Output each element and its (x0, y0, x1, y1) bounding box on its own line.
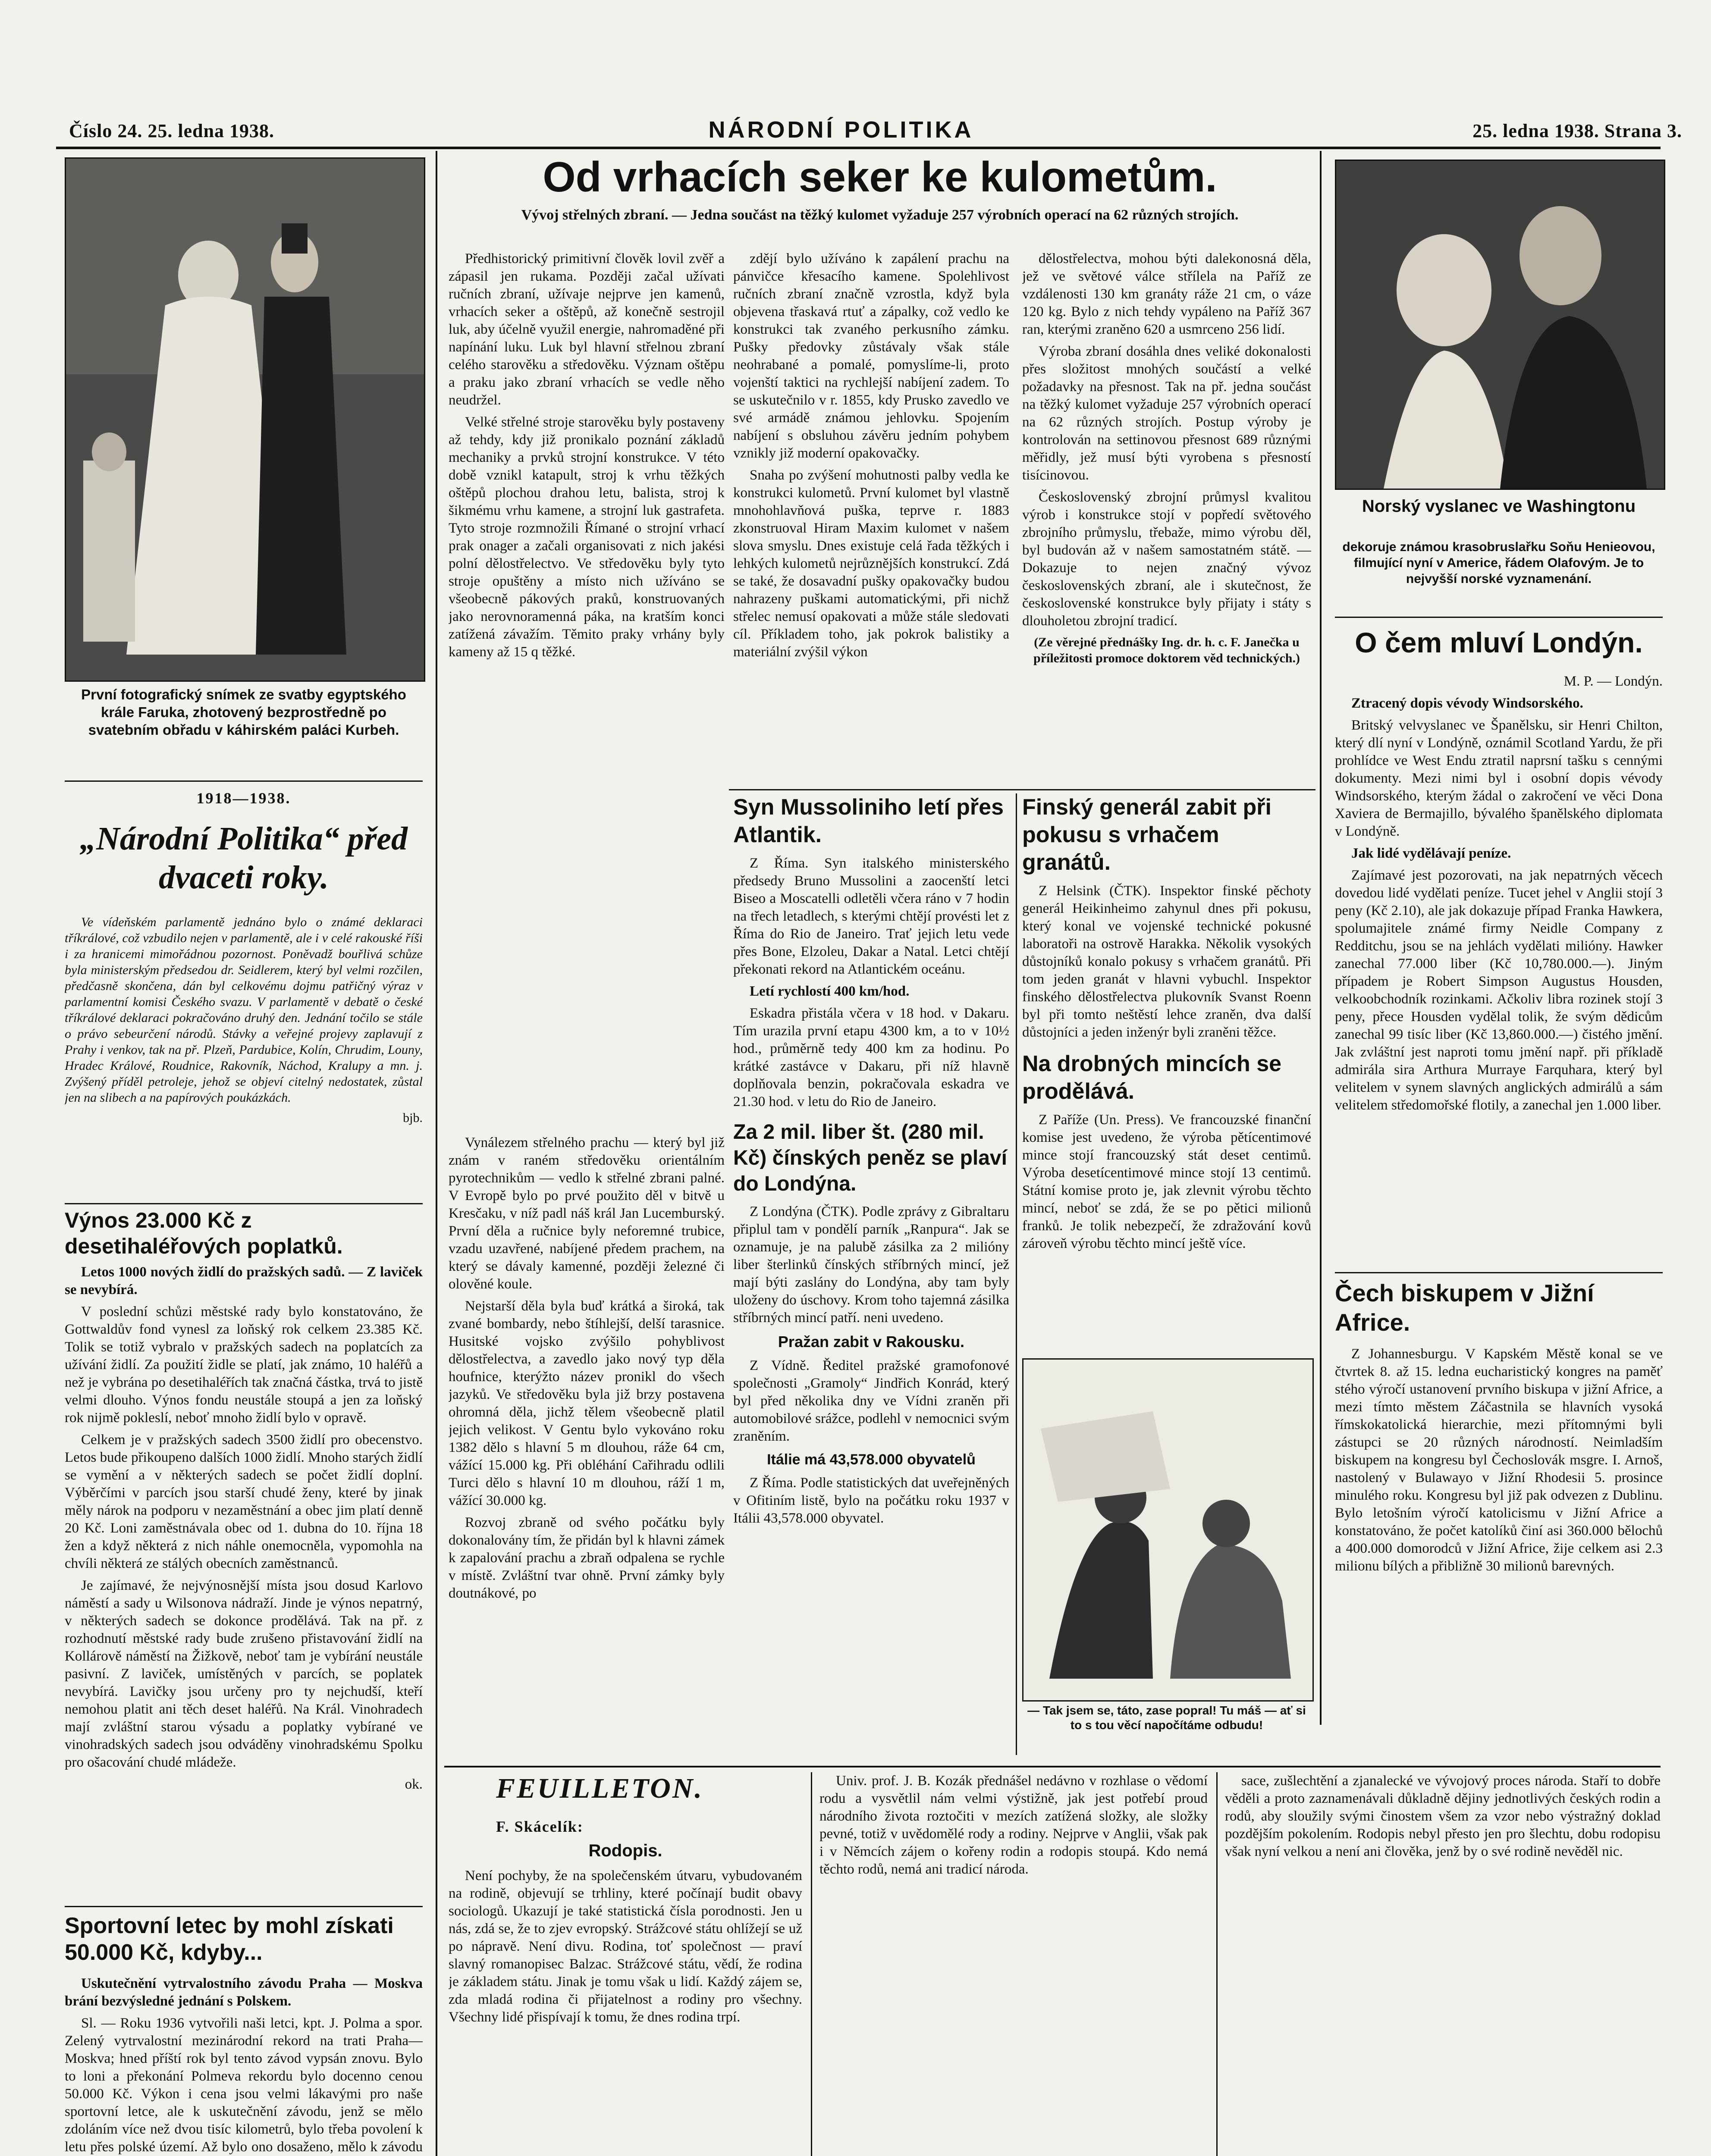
sport-body (65, 1975, 423, 2156)
cech-body (1335, 1345, 1663, 1755)
norsky-caption: dekoruje známou krasobruslařku Soňu Henieovou, filmující nyní v Americe, řádem Olafovým. Je to nejvyšší norské vyznamenání. (1342, 540, 1655, 586)
londyn-sub2: Jak lidé vydělávají peníze. (1351, 846, 1511, 861)
sport-title: Sportovní letec by mohl získati 50.000 Kč, kdyby... (65, 1913, 394, 1965)
rule-londyn-top (1335, 617, 1663, 618)
vynos-p1: V poslední schůzi městské rady bylo konstatováno, že Gottwaldův fond vynesl za loňský rok celkem 23.385 Kč. Tolik se totiž vybralo v pražských sadech na poplatcích za užívání židlí. Za použití židle se platí, jak známo, 10 haléřů a než je vybrána po desetihaléřích tak značná částka, trvá to jistě velmi dlouho. Výnos fondu neustále stoupá a jen za loňský rok nijmě pokleslí, neboť mnoho židlí bylo v opravě. (65, 1304, 423, 1426)
divider-mid (1016, 793, 1017, 1755)
vynos-title: Výnos 23.000 Kč z desetihaléřových poplatků. (65, 1208, 343, 1258)
main-col2 (733, 250, 1009, 785)
cech-text: Z Johannesburgu. V Kapském Městě konal se ve čtvrtek 8. až 15. ledna eucharistický kongres na paměť stého výročí ustanovení prvního biskupa v jižní Africe, a mezi tímto městem Záčastnila se hlavních vysoká římskokatolická hierarchie, mezi přítomnými byli zástupci se 20 různých národností. Neimladším biskupem na kongresu byl Čechoslovák msgre. I. Arnoš, nastolený v Bulawayo v Jižní Rhodesii 5. prosince minulého roku. Kongresu byl již pak odvezen z Dublinu. Bylo letošním výročí katolicismu v Jižní Africe a konstatováno, že počet katolíků činí asi 360.000 bělochů a 400.000 domorodců v Jižní Africe, žije celkem asi 2.3 milionu bílých a přibližně 30 milionů barevných. (1335, 1346, 1663, 1574)
main-col3 (1022, 250, 1311, 785)
rule-mid-row (729, 789, 1315, 790)
main-c1-p2: Velké střelné stroje starověku byly postaveny až tehdy, kdy již pronikalo poznání základů mechaniky a prvků strojní konstrukce. V této době vznikl katapult, stroj k vrhu těžkých oštěpů plochou drahou letu, balista, stroj k šikmému vrhu kamene, a strojní luk gastrafeta. Tyto stroje rozmnožili Římané o strojní vrhací prak onager a začali organisovati z nich jakési polní dělostřelectvo. Ve středověku byly tyto stroje opuštěny a místo nich užíváno se všeobecně pákových praků, konstruovaných jako nerovnoramenná páka, na kratším konci zatížená závažím. Těmito praky vrhány byly kameny až 15 q těžké. (449, 414, 725, 660)
mince-title: Na drobných mincích se prodělává. (1022, 1051, 1282, 1104)
feuilleton-author: F. Skácelík: (496, 1818, 584, 1835)
londyn-p2: Zajímavé jest pozorovati, na jak nepatrných věcech dovedou lidé vydělati peníze. Tucet jehel v Anglii stojí 3 peny (Kč 2.10), ale jak dokazuje případ Franka Hawkera, spolumajitele známé firmy Neidle Company z Redditchu, jsou se na jehlách vydělati milióny. Hawker zanechal 77.000 liber (Kč 10,780.000.—). Jiným případem je Robert Simpson Augustus Housden, velkoobchodník rozinkami. Ačkoliv libra rozinek stojí 3 peny, přece Housden vydělal tolik, že svým dědicům zanechal 99 tisíc liber (Kč 13,860.000.—) čistého jmění. Jak zvláštní jest naproti tomu jmění např. při příkladě admirála sira Arthura Murraye Farquhara, který byl velitelem v synem slavných anglických admirálů a sám velitelem středomořské flotily, a zanechal jen 1.000 liber. (1335, 868, 1663, 1113)
main-c3-p1: dělostřelectva, mohou býti dalekonosná děla, jež ve světové válce střílela na Paříž ze vzdálenosti 130 km granáty ráže 21 cm, o váze 120 kg. Bylo z nich tehdy vypáleno na Paříž 367 ran, kterými zraněno 620 a usmrceno 256 lidí. (1022, 251, 1311, 337)
syn-body: Z Říma. Syn italského ministerského předsedy Bruno Mussolini a zaocenští letci Biseo a Moscatelli odletěli včera ráno v 7 hodin na třech letadlech, s kterými chtějí provésti let z Říma do Rio de Janeiro. Trať jejich letu vede přes Bone, Elzoleu, Dakar a Natal. Letci chtějí překonati rekord na Atlantickém oceánu. (733, 856, 1009, 977)
syn-title: Syn Mussoliniho letí přes Atlantik. (733, 795, 1004, 847)
vynos-sign: ok. (405, 1777, 423, 1792)
sport-p1: Sl. — Roku 1936 vytvořili naši letci, kpt. J. Polma a spor. Zelený vytrvalostní mezinárodní rekord na trati Praha—Moskva; hned příští rok byl tento závod vypsán znovu. Bylo to loni a překonání Polmeva rekordu bylo docenno cenou 50.000 Kč. Výkon i cena jsou velmi lákavými pro naše sportovní letce, ale k uskutečnění závodu, jenž se mělo zdoláním více než dvou tisíc kilometrů, bylo třeba povolení k letu přes polské území. Až bylo ono dosaženo, mělo k závodu (65, 2015, 423, 2155)
main-c1-p1: Předhistorický primitivní člověk lovil zvěř a zápasil jen rukama. Později začal užívati ručních zbraní, užívaje nejprve jen kamenů, vrhacích seker a oštěpů, až konečně sestrojil luk, aby účelně využil energie, nahromaděné při napínání luku. Luk byl hlavní střelnou zbraní celého starověku a středověku. Význam oštěpu a praku jako zbraní vrhacích se vedle něho neudržel. (449, 251, 725, 408)
cartoon-drawing (1022, 1358, 1314, 1702)
londyn-body (1335, 673, 1663, 1268)
feuilleton-text1: Není pochyby, že na společenském útvaru, vybudovaném na rodině, objevují se trhliny, které počínají budit obavy sociologů. Ukazují je také statistická čísla porodnosti. Jen u nás, zdá se, že to zjev evropský. Strážcové státu ohlížejí se už po nápravě. Není divu. Rodina, toť společnost — praví slavný romanopisec Balzac. Strážcové státu, vědí, že rodina je základem státu. Jinak je tomu však u lidí. Každý zájem se, zda mladá rodina či přijatelnost a rodiny pro všechny. Všechny lidé přispívají k tomu, že dnes rodina trpí. (449, 1868, 802, 2025)
cartoon-caption: — Tak jsem se, táto, zase popral! Tu máš — ať si to s tou věcí napočítáme odbudu! (1027, 1704, 1306, 1732)
main-subtitle: Vývoj střelných zbraní. — Jedna součást na těžký kulomet vyžaduje 257 výrobních operací na 62 různých strojích. (521, 207, 1239, 223)
anniv-body (65, 914, 423, 1156)
main-col1b (449, 1134, 725, 1751)
londyn-p1: Britský velvyslanec ve Španělsku, sir Henri Chilton, který dlí nyní v Londýně, oznámil Scotland Yardu, že při prohlídce ve West Endu ztratil naprsní tašku s cennými dokumenty. Mezi nimi byl i osobní dopis vévody Windsorského, kterým žádal o zakročení ve věci Dona Xaviera de Bermajillo, bývalého španělského diplomata v Londýně. (1335, 718, 1663, 839)
feuilleton-div1 (811, 1772, 812, 2156)
divider-left (436, 151, 437, 2156)
londyn-subtitle: Ztracený dopis vévody Windsorského. (1351, 696, 1583, 711)
sport-subtitle: Uskutečnění vytrvalostního závodu Praha — Moskva brání bezvýsledné jednání s Polskem. (65, 1976, 423, 2009)
mince-body: Z Paříže (Un. Press). Ve francouzské finanční komise jest uvedeno, že výroba pětícentimové mince stojí francouzský stát deset centimů. Výroba desetícentimové mince stojí 13 centimů. Státní komise proto je, jak zlevnit výrobu těchto mincí, neboť se zdá, že se po pětici milionů franků. Je tolik nebezpečí, že zdražování kovů zároveň výrobu těchto mincí ještě více. (1022, 1112, 1311, 1251)
italie-title: Itálie má 43,578.000 obyvatelů (767, 1451, 976, 1468)
rule-sport-top (65, 1906, 423, 1907)
norsky-title: Norský vyslanec ve Washingtonu (1362, 497, 1636, 516)
divider-feuilleton (444, 1766, 1661, 1767)
main-c2-p2: Snaha po zvýšení mohutnosti palby vedla ke konstrukci kulometů. První kulomet byl vlastně mnohohlavňová puška, teprve r. 1883 zkonstruoval Hiram Maxim kulomet v našem slova smyslu. Dnes existuje celá řada těžkých i lehkých kulometů nejrůznějších konstrukcí. Zdá se také, že dosavadní pušky opakovačky budou nahrazeny puškami automatickými, při nichž střelec nemusí opakovati a může stále sledovati cíl. Příkladem toho, jak pokrok balistiky a materiální zvýšil výkon (733, 467, 1009, 660)
finsky-title: Finský generál zabit při pokusu s vrhačem granátů. (1022, 795, 1271, 875)
main-c2-p1: zdějí bylo užíváno k zapálení prachu na pánvičce křesacího kamene. Spolehlivost ručních zbraní značně vzrostla, když byla objevena třaskavá rtuť a zápalky, což vedlo ke konstrukci tak zvaného perkusního zámku. Pušky předovky zůstávaly však stále neohrabané a pomalé, pomyslíme-li, proto vojenští taktici na rychlejší nabíjení zadem. To se uskutečnilo v r. 1855, kdy Prusko zavedlo ve své armádě známou jehlovku. Spojením nabíjení s obsluhou závěru jedním pohybem vznikly již moderní opakovačky. (733, 251, 1009, 461)
syn-sub: Letí rychlostí 400 km/hod. (750, 984, 910, 999)
wedding-photo-caption: První fotografický snímek ze svatby egyptského krále Faruka, zhotovený bezprostředně po svatebním obřadu v káhirském paláci Kurbeh. (81, 686, 406, 738)
londyn-byline: M. P. — Londýn. (1563, 674, 1663, 689)
cech-title: Čech biskupem v Jižní Africe. (1335, 1279, 1594, 1336)
anniv-sign: bjb. (403, 1111, 423, 1125)
main-title: Od vrhacích seker ke kulometům. (543, 153, 1217, 201)
syn-block (733, 793, 1009, 1751)
feuilleton-col2 (819, 1772, 1208, 2156)
page-date: 25. ledna 1938. Strana 3. (1472, 120, 1682, 141)
main-c1-p5: Rozvoj zbraně od svého počátku byly dokonalovány tím, že přidán byl k hlavni zámek k zapalování prachu a zbraň odpalena se rychle v místě. Zvláštní tvar ohně. První zámky byly doutnákové, po (449, 1515, 725, 1601)
vynos-p2: Celkem je v pražských sadech 3500 židlí pro obecenstvo. Letos bude přikoupeno dalších 1000 židlí. Mnoho starých židlí se vymění a v některých sadech se počet židlí doplní. Výběrčími v parcích jsou starší chudé ženy, které by jinak měly nárok na podporu v nezaměstnání a obec jim platí denně 20 Kč. Loni zaměstnávala obec od 1. dubna do 10. října 18 žen a když některá z nich náhle onemocněla, vypomohla na chvíli některá ze stálých obecních zaměstnanců. (65, 1432, 423, 1571)
anniv-years: 1918—1938. (196, 790, 291, 807)
rule-cech-top (1335, 1272, 1663, 1273)
vynos-subtitle: Letos 1000 nových židlí do pražských sadů. — Z laviček se nevybírá. (65, 1264, 423, 1297)
prazan-title: Pražan zabit v Rakousku. (778, 1333, 965, 1351)
feuilleton-div2 (1216, 1772, 1218, 2156)
main-c1-p3: Vynálezem střelného prachu — který byl již znám v raném středověku orientálním pyrotechnikům — vedlo k střelné zbrani palné. V Evropě bylo po prvé použito děl v bitvě u Kresčaku, v níž padl náš král Jan Lucemburský. První děla a ručnice byly neforemné trubice, vzadu uzavřené, nabíjené předem prachem, na který se dávaly kamenné, později železné či olověné koule. (449, 1135, 725, 1292)
anniv-title: „Národní Politika“ před dvaceti roky. (79, 821, 408, 896)
italie-body: Z Říma. Podle statistických dat uveřejněných v Ofitiním listě, bylo na počátku roku 1937 v Itálii 43,578.000 obyvatel. (733, 1475, 1009, 1526)
vynos-body (65, 1263, 423, 1902)
feuilleton-col1 (449, 1867, 802, 2156)
rule-anniv-top (65, 780, 423, 782)
prazan-body: Z Vídně. Ředitel pražské gramofonové společnosti „Gramoly“ Jindřich Konrád, který byl před několika dny ve Vídni zraněn při automobilové srážce, podlehl v nemocnici svým zraněním. (733, 1358, 1009, 1444)
feuilleton-col3 (1225, 1772, 1661, 2156)
divider-right (1320, 151, 1322, 1725)
feuilleton-title: FEUILLETON. (496, 1773, 703, 1804)
issue-number: Číslo 24. 25. ledna 1938. (69, 120, 275, 141)
header-rule (56, 147, 1661, 149)
norsky-photo (1335, 160, 1665, 490)
feuilleton-piece: Rodopis. (588, 1841, 662, 1860)
rule-vynos-top (65, 1203, 423, 1204)
wedding-photo (65, 157, 425, 682)
liber-body: Z Londýna (ČTK). Podle zprávy z Gibraltaru připlul tam v pondělí parník „Ranpura“. Jak se oznamuje, je na palubě zásilka za 2 milióny liber šterlinků čínských stříbrných mincí, jež mají býti zaslány do Londýna, aby tam byly uloženy do úschovy. Krom toho tajemná zásilka stříbrných mincí patří. neni uvedeno. (733, 1204, 1009, 1326)
vynos-p3: Je zajímavé, že nejvýnosnější místa jsou dosud Karlovo náměstí a sady u Wilsonova nádraží. Jinde je výnos nepatrný, v některých sadech se dokonce prodělává. Tak na př. z rozhodnutí městské rady bude zrušeno přistavování židlí na Kollárově náměstí na Žižkově, neboť tam je vybírání neustále pasivní. Z laviček, umístěných v parcích, se poplatek nevybírá. Lavičky jsou určeny pro ty nejchudší, kteří nemohou platit ani těch deset haléřů. Na Král. Vinohradech mají zvláštní starou výsadu a poplatky vybírané ve vinohradských sadech jsou odváděny vinohradskému Spolku pro ošacování chudé mládeže. (65, 1578, 423, 1770)
masthead: NÁRODNÍ POLITIKA (708, 117, 974, 143)
finsky-body: Z Helsink (ČTK). Inspektor finské pěchoty generál Heikinheimo zahynul dnes při pokusu, který konal ve vojenské technické pokusné laboratoři na ostrově Harakka. Několik vysokých důstojníků konalo pokusy s vrhačem granátů. Při tom jeden granát v hlavni vybuchl. Inspektor finského dělostřelectva plukovník Svanst Roenn byl při tomto neštěstí lehce zraněn, dva další důstojníci a jeden inženýr byli zraněni těžce. (1022, 883, 1311, 1040)
anniv-text: Ve vídeňském parlamentě jednáno bylo o známé deklaraci tříkrálové, což vzbudilo nejen v parlamentě, ale i v celé rakouské říši i za hranicemi mimořádnou pozornost. Poněvadž bouřlivá schůze byla ministerským předsedou dr. Seidlerem, který byl velmi rozčilen, předčasně skončena, dán byl celkovému dojmu patřičný výraz v parlamentní komisi Českého svazu. V parlamentě v debatě o české tříkrálové deklaraci pokračováno druhý den. Jednání točilo se stále o právo sebeurčení národů. Stávky a veřejné projevy zaplavují z Prahy i venkov, tak na př. Plzeň, Pardubice, Kolín, Chrudim, Louny, Hradec Králové, Roudnice, Rakovník, Náchod, Kralupy a mn. j. Zvýšený příděl petroleje, jehož se objeví citelný nedostatek, zůstal jen na slibech a na papírových poukázkách. (65, 915, 423, 1105)
finsky-block (1022, 793, 1311, 1354)
syn-body2: Eskadra přistála včera v 18 hod. v Dakaru. Tím urazila první etapu 4300 km, a to v 10½ hod., průměrně tedy 400 km za hodinu. Po krátké zastávce v Dakaru, při níž hlavně doplňovala benzin, pokračovala eskadra ve 21.30 hod. v letu do Rio de Janeiro. (733, 1006, 1009, 1109)
main-c3-p3: Československý zbrojní průmysl kvalitou výrob i konstrukce stojí v popředí světového zbrojního průmyslu, třebaže, mimo výrobu děl, byl budován až v našem samostatném státě. — Dokazuje to nejen značný vývoz československých zbraní, ale i skutečnost, že československé konstrukce byly přijaty i státy s dlouholetou zbrojní tradicí. (1022, 489, 1311, 629)
main-c3-p2: Výroba zbraní dosáhla dnes veliké dokonalosti přes složitost mnohých součástí a velké požadavky na přesnost. Tak na př. jedna součást na těžký kulomet vyžaduje 257 výrobních operací na 62 různých strojích. Postup výroby je kontrolován na settinovou přesnost 689 různými měřidly, jež musí býti vyrobena s přesností tisícinovou. (1022, 344, 1311, 483)
liber-title: Za 2 mil. liber št. (280 mil. Kč) čínských peněz se plaví do Londýna. (733, 1121, 1007, 1195)
feuilleton-text3: sace, zušlechtění a zjanalecké ve vývojový proces národa. Staří to dobře věděli a proto zaznamenávali důkladně dějiny jednotlivých českých rodin a rodů, aby sloužily svými činostem všem za vzor nebo výstražný doklad pozdějším pokolením. Rodopis nebyl přesto jen pro šlechtu, dobu rodopisu však nyní velkou a není ani člověka, jenž by o své rodině nevěděl nic. (1225, 1773, 1661, 1859)
londyn-title: O čem mluví Londýn. (1355, 627, 1643, 658)
feuilleton-text2: Univ. prof. J. B. Kozák přednášel nedávno v rozhlase o vědomí rodu a vysvětlil nám velmi výstižně, jak jest potřebí proud národního života roztočiti v mezích zatížená složky, ale složky pevné, totiž v uvědomělé rody a rodiny. Nejprve v Anglii, však pak i v Němcích zájem o kořeny rodin a rodopis stoupá. Kdo nemá těchto rodů, nemá ani tradicí národa. (819, 1773, 1208, 1877)
main-col1 (449, 250, 725, 1134)
main-c1-p4: Nejstarší děla byla buď krátká a široká, tak zvané bombardy, nebo štíhlejší, delší tarasnice. Husitské vojsko zvýšilo pohyblivost dělostřelectva, a zavedlo jako nový typ děla houfnice, kterýžto název pronikl do všech jazyků. Ve středověku byla již brzy postavena ohromná děla, jichž tělem všeobecně platil jejich velikost. V Gentu bylo vykováno roku 1382 dělo s hlavní 5 m dlouhou, ráže 64 cm, vážící 15.000 kg. Při obléhání Cařihradu odlili Turci dělo s hlavní 10 m dlouhou, ráží 1 m, vážící 30.000 kg. (449, 1298, 725, 1508)
main-note: (Ze věrejné přednášky Ing. dr. h. c. F. Janečka u příležitosti promoce doktorem věd technických.) (1033, 635, 1300, 665)
